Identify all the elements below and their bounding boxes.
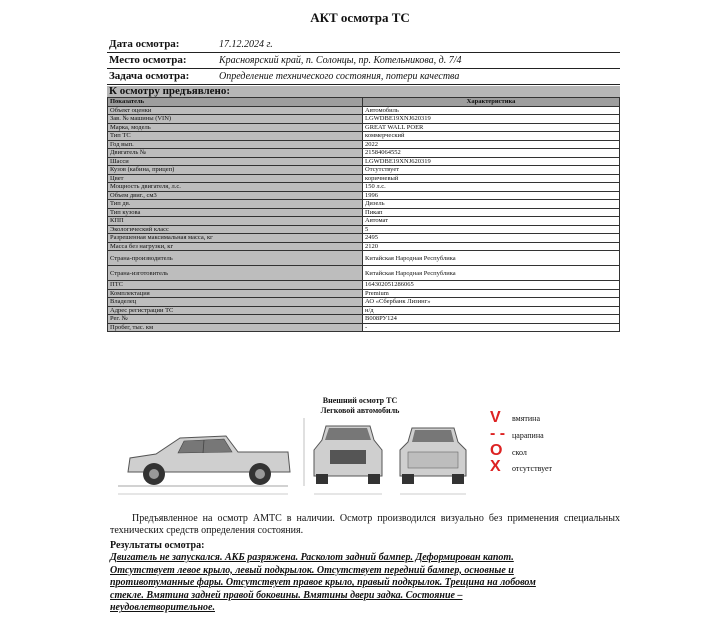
spec-value: Автомобиль bbox=[363, 106, 620, 115]
spec-value: 164302051286065 bbox=[363, 281, 620, 290]
spec-row bbox=[108, 208, 620, 217]
spec-row bbox=[108, 132, 620, 141]
results-text bbox=[110, 552, 620, 615]
spec-param: Адрес регистрации ТС bbox=[108, 306, 363, 315]
spec-param: КПП bbox=[108, 217, 363, 226]
spec-value: В008РУ124 bbox=[363, 315, 620, 324]
visual-subtitle: Легковой автомобиль bbox=[320, 406, 400, 415]
spec-value: 2495 bbox=[363, 234, 620, 243]
inspection-task-row bbox=[107, 70, 620, 85]
spec-row bbox=[108, 149, 620, 158]
spec-row bbox=[108, 217, 620, 226]
spec-value: 1996 bbox=[363, 191, 620, 200]
spec-value: Китайская Народная Республика bbox=[363, 251, 620, 266]
inspection-place-label: Место осмотра: bbox=[109, 54, 187, 66]
spec-row bbox=[108, 234, 620, 243]
results-line: Отсутствует левое крыло, левый подкрылок. Отсутствует передний бампер, основные и bbox=[110, 564, 514, 576]
spec-row bbox=[108, 157, 620, 166]
legend-scratch-text: царапина bbox=[512, 431, 544, 440]
spec-row bbox=[108, 174, 620, 183]
document-title: АКТ осмотра ТС bbox=[310, 10, 410, 25]
spec-row bbox=[108, 251, 620, 266]
spec-row bbox=[108, 191, 620, 200]
spec-param: Год вып. bbox=[108, 140, 363, 149]
spec-value: - bbox=[363, 323, 620, 332]
spec-param: Пробег, тыс. км bbox=[108, 323, 363, 332]
spec-row bbox=[108, 281, 620, 290]
spec-value: Premium bbox=[363, 289, 620, 298]
spec-value: Дизель bbox=[363, 200, 620, 209]
spec-row bbox=[108, 183, 620, 192]
spec-row bbox=[108, 123, 620, 132]
results-line: Двигатель не запускался. АКБ разряжена. Расколот задний бампер. Деформирован капот. bbox=[110, 552, 514, 563]
spec-value: Пикап bbox=[363, 208, 620, 217]
spec-row bbox=[108, 115, 620, 124]
spec-value: 5 bbox=[363, 225, 620, 234]
spec-param: Разрешенная максимальная масса, кг bbox=[108, 234, 363, 243]
inspection-task-value: Определение технического состояния, потери качества bbox=[219, 71, 460, 82]
inspection-place-row bbox=[107, 54, 620, 69]
spec-row bbox=[108, 200, 620, 209]
spec-value: Отсутствует bbox=[363, 166, 620, 175]
spec-param: Страна-производитель bbox=[108, 251, 363, 266]
spec-param: Двигатель № bbox=[108, 149, 363, 158]
spec-row bbox=[108, 106, 620, 115]
spec-param: Масса без нагрузки, кг bbox=[108, 242, 363, 251]
spec-value: LGWDBE19XNJ620319 bbox=[363, 157, 620, 166]
inspection-date-label: Дата осмотра: bbox=[109, 38, 180, 50]
legend-scratch-mark: - - bbox=[490, 425, 506, 442]
spec-param: Шасси bbox=[108, 157, 363, 166]
spec-param: Владелец bbox=[108, 298, 363, 307]
spec-col-param: Показатель bbox=[108, 98, 363, 107]
spec-value: н/д bbox=[363, 306, 620, 315]
spec-param: Тип ТС bbox=[108, 132, 363, 141]
vehicle-side-view bbox=[118, 436, 290, 494]
results-title: Результаты осмотра: bbox=[110, 540, 205, 551]
spec-value: LGWDBE19XNJ620319 bbox=[363, 115, 620, 124]
spec-param: Экологический класс bbox=[108, 225, 363, 234]
spec-row bbox=[108, 298, 620, 307]
legend-chip-mark: O bbox=[490, 442, 503, 459]
spec-row bbox=[108, 323, 620, 332]
spec-value: 2120 bbox=[363, 242, 620, 251]
spec-value: Китайская Народная Республика bbox=[363, 266, 620, 281]
spec-row bbox=[108, 166, 620, 175]
spec-value: коммерческий bbox=[363, 132, 620, 141]
inspection-place-value: Красноярский край, п. Солонцы, пр. Котельникова, д. 7/4 bbox=[219, 55, 462, 66]
vehicle-diagram bbox=[108, 414, 490, 500]
spec-value: коричневый bbox=[363, 174, 620, 183]
intro-paragraph: Предъявленное на осмотр АМТС в наличии. Осмотр производился визуально без применения специальных технических средств определения состояния. bbox=[110, 513, 620, 536]
results-line: стекле. Вмятина задней правой боковины. Вмятины двери задка. Состояние – bbox=[110, 589, 463, 601]
spec-param: Объем двиг., см3 bbox=[108, 191, 363, 200]
presented-section-title: К осмотру предъявлено: bbox=[107, 86, 620, 97]
spec-param: Зав. № машины (VIN) bbox=[108, 115, 363, 124]
spec-row bbox=[108, 225, 620, 234]
spec-row bbox=[108, 289, 620, 298]
spec-param: Цвет bbox=[108, 174, 363, 183]
results-line: противотуманные фары. Отсутствует правое крыло, правый подкрылок. Трещина на лобовом bbox=[110, 577, 536, 589]
inspection-date-value: 17.12.2024 г. bbox=[219, 39, 273, 50]
spec-value: 150 л.с. bbox=[363, 183, 620, 192]
inspection-task-label: Задача осмотра: bbox=[109, 70, 190, 82]
spec-value: 21584064552 bbox=[363, 149, 620, 158]
spec-row bbox=[108, 140, 620, 149]
legend-missing-mark: X bbox=[490, 458, 501, 475]
spec-col-value: Характеристика bbox=[363, 98, 620, 107]
legend-dent-mark: V bbox=[490, 409, 501, 426]
spec-row bbox=[108, 266, 620, 281]
spec-param: Марка, модель bbox=[108, 123, 363, 132]
spec-value: Автомат bbox=[363, 217, 620, 226]
legend-dent-text: вмятина bbox=[512, 414, 540, 423]
spec-param: ПТС bbox=[108, 281, 363, 290]
legend-chip-text: скол bbox=[512, 448, 527, 457]
spec-value: АО «Сбербанк Лизинг» bbox=[363, 298, 620, 307]
spec-value: 2022 bbox=[363, 140, 620, 149]
spec-param: Комплектация bbox=[108, 289, 363, 298]
spec-param: Кузов (кабина, прицеп) bbox=[108, 166, 363, 175]
vehicle-rear-view bbox=[400, 428, 466, 494]
spec-param: Рег. № bbox=[108, 315, 363, 324]
spec-param: Тип кузова bbox=[108, 208, 363, 217]
spec-param: Объект оценки bbox=[108, 106, 363, 115]
spec-param: Мощность двигателя, л.с. bbox=[108, 183, 363, 192]
vehicle-spec-table bbox=[107, 97, 620, 332]
inspection-date-row bbox=[107, 38, 620, 53]
spec-row bbox=[108, 242, 620, 251]
spec-row bbox=[108, 315, 620, 324]
visual-title: Внешний осмотр ТС bbox=[322, 396, 398, 405]
spec-value: GREAT WALL POER bbox=[363, 123, 620, 132]
spec-header-row bbox=[108, 98, 620, 107]
vehicle-front-view bbox=[304, 418, 382, 494]
spec-param: Тип дв. bbox=[108, 200, 363, 209]
spec-param: Страна-изготовитель bbox=[108, 266, 363, 281]
spec-row bbox=[108, 306, 620, 315]
legend-missing-text: отсутствует bbox=[512, 464, 553, 473]
results-line: неудовлетворительное. bbox=[110, 602, 215, 614]
